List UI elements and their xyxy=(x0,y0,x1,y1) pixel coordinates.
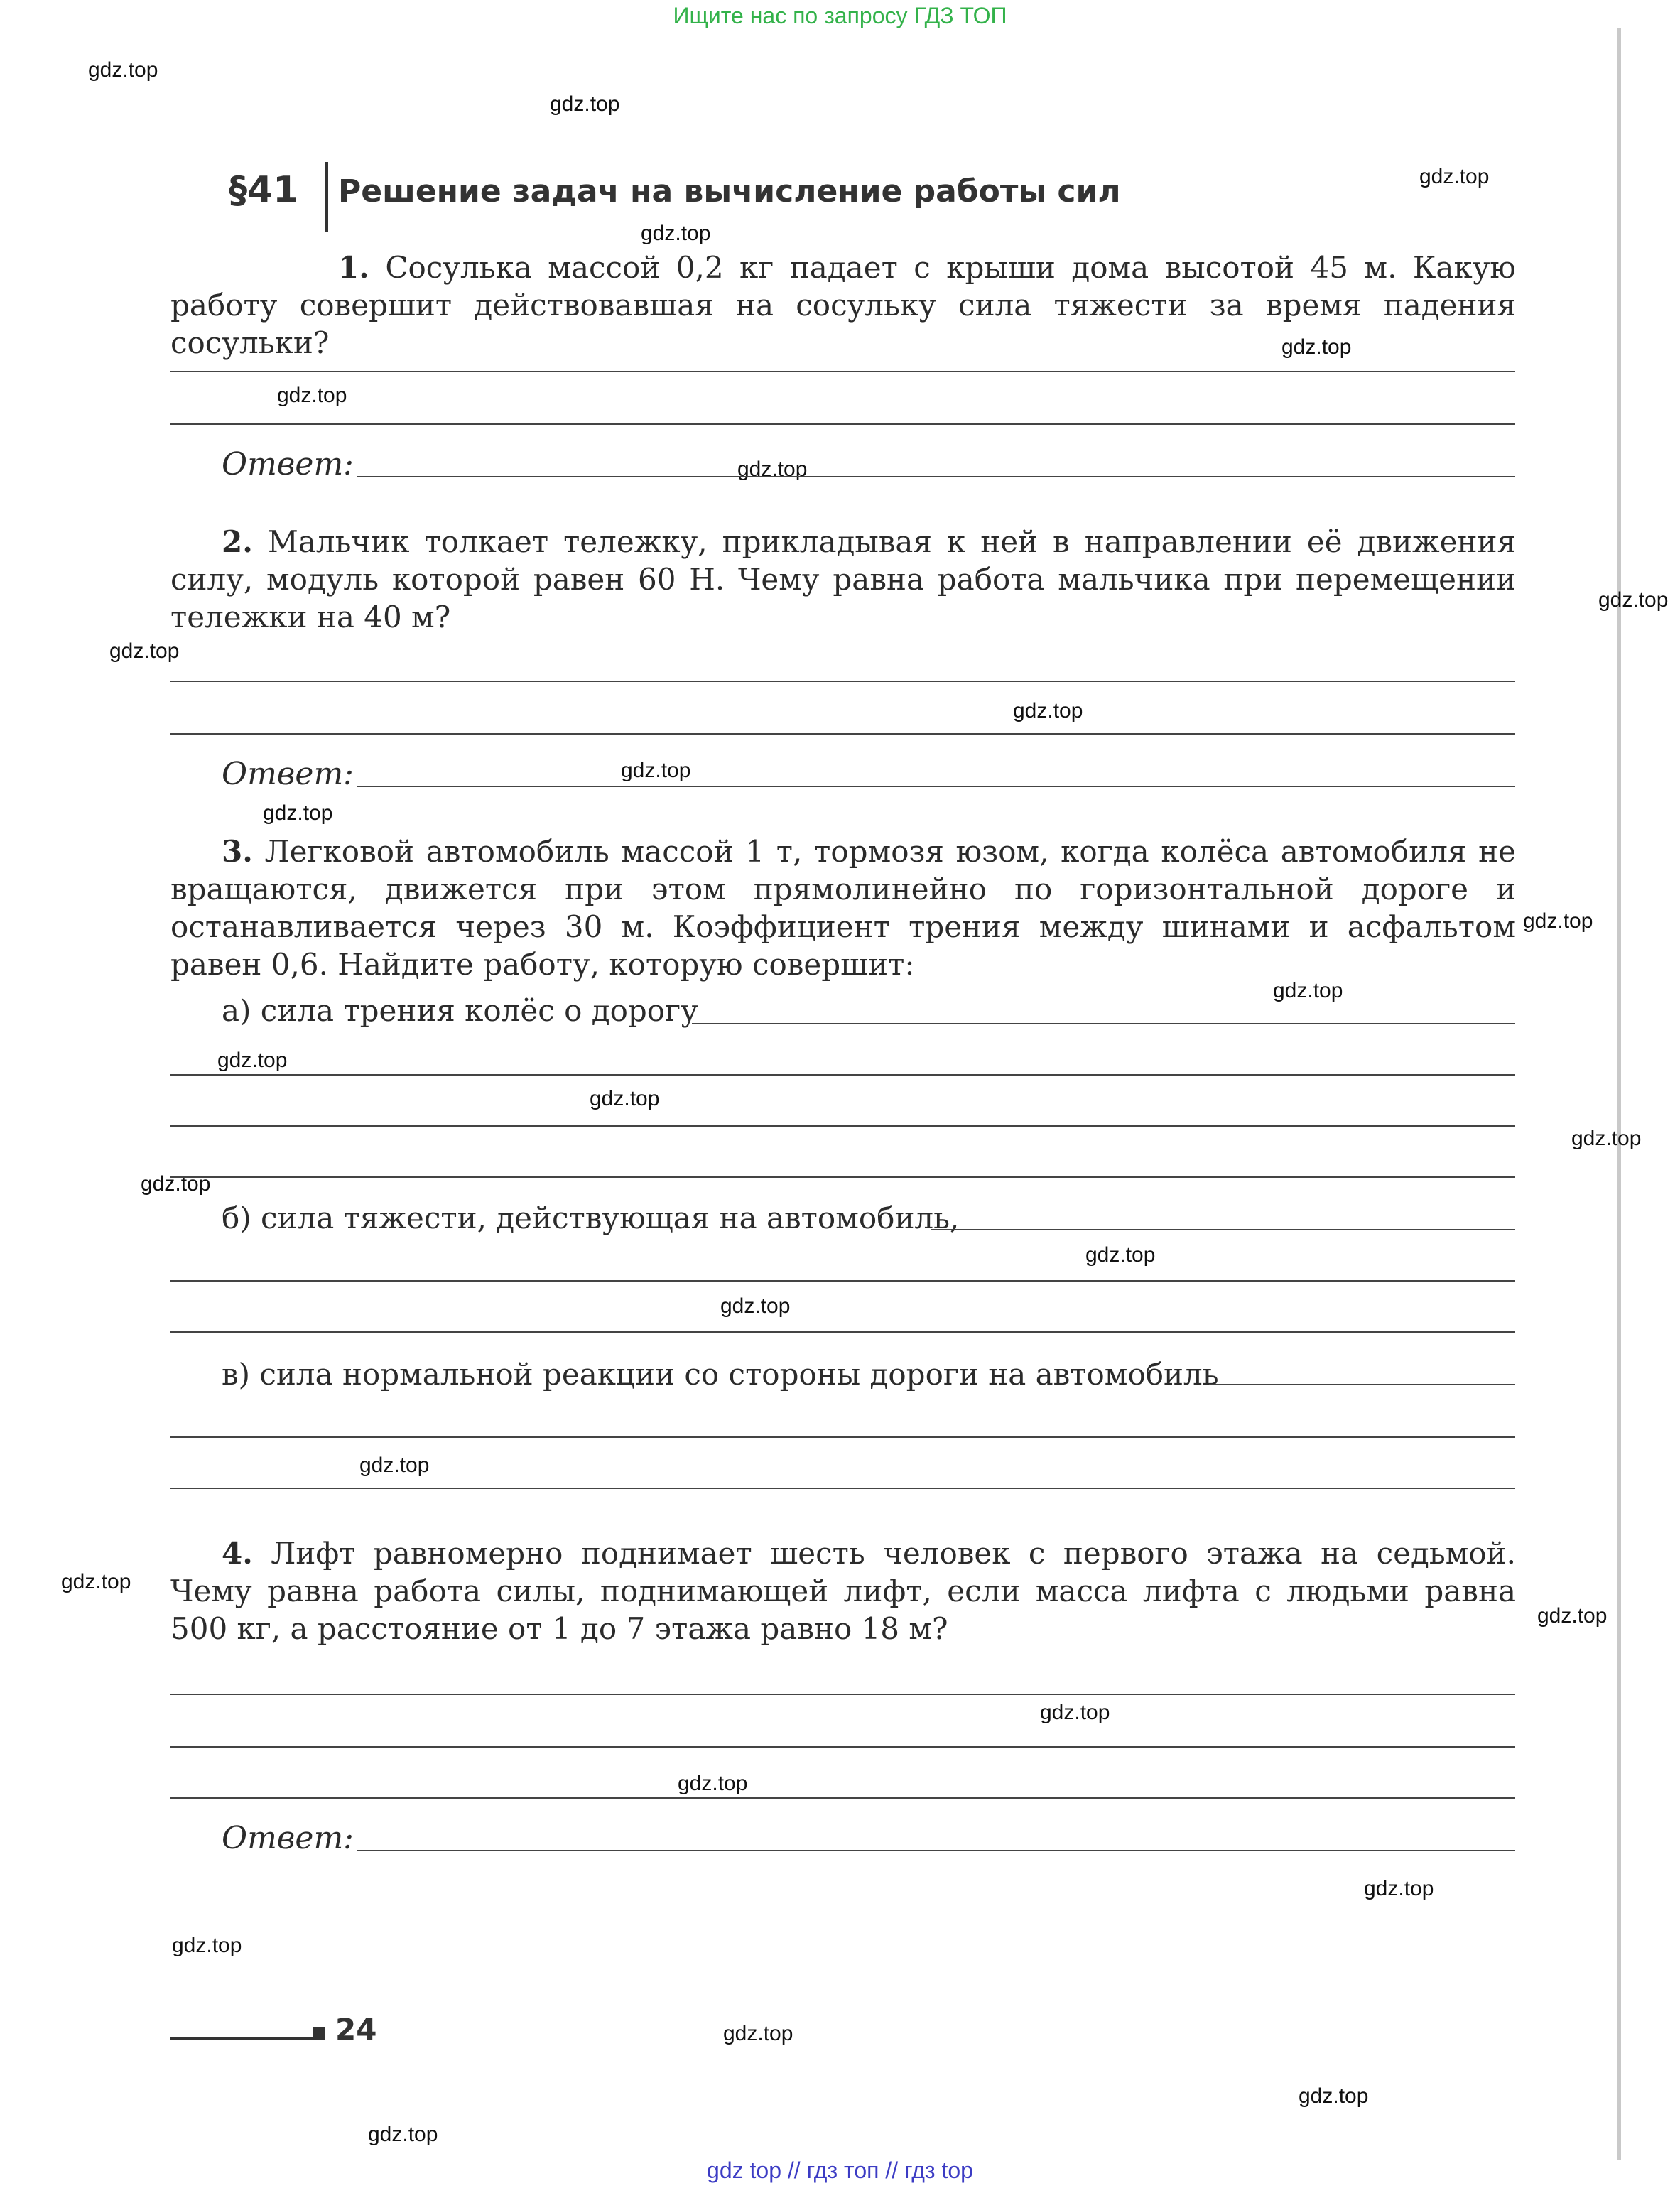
section-title: Решение задач на вычисление работы сил xyxy=(338,173,1121,210)
task-number: 1. xyxy=(338,250,369,285)
answer-input-line[interactable] xyxy=(931,1229,1515,1230)
watermark: gdz.top xyxy=(172,1934,242,1957)
watermark: gdz.top xyxy=(737,457,808,481)
watermark: gdz.top xyxy=(141,1172,211,1196)
answer-line[interactable] xyxy=(170,1797,1515,1799)
task-number: 2. xyxy=(222,524,253,559)
page-edge-shadow xyxy=(1617,28,1621,2160)
watermark: gdz.top xyxy=(263,801,333,825)
watermark: gdz.top xyxy=(678,1772,748,1795)
watermark: gdz.top xyxy=(359,1453,430,1477)
watermark: gdz.top xyxy=(1085,1243,1156,1267)
task-4-text xyxy=(170,1534,1516,1647)
answer-line[interactable] xyxy=(170,423,1515,425)
page-number-marker xyxy=(313,2027,325,2040)
answer-input-line[interactable] xyxy=(357,786,1515,787)
answer-line[interactable] xyxy=(170,733,1515,735)
page-number: 24 xyxy=(335,2012,377,2047)
task-body: Сосулька массой 0,2 кг падает с крыши дома высотой 45 м. Какую работу совершит действовавшая на сосульку сила тяжести за время падения сосульки? xyxy=(170,250,1516,360)
answer-line[interactable] xyxy=(170,1436,1515,1438)
answer-line[interactable] xyxy=(170,1176,1515,1178)
watermark: gdz.top xyxy=(1364,1877,1434,1900)
watermark: gdz.top xyxy=(723,2022,793,2045)
answer-line[interactable] xyxy=(170,1746,1515,1748)
watermark: gdz.top xyxy=(61,1570,131,1593)
answer-label: Ответ: xyxy=(222,446,354,482)
answer-label: Ответ: xyxy=(222,756,354,792)
answer-input-line[interactable] xyxy=(1209,1384,1515,1385)
top-banner[interactable]: Ищите нас по запросу ГДЗ ТОП xyxy=(673,3,1007,28)
answer-line[interactable] xyxy=(170,371,1515,372)
watermark: gdz.top xyxy=(550,92,620,116)
answer-line[interactable] xyxy=(170,1074,1515,1076)
watermark: gdz.top xyxy=(720,1294,791,1318)
watermark: gdz.top xyxy=(1273,979,1343,1002)
answer-line[interactable] xyxy=(170,1331,1515,1333)
answer-input-line[interactable] xyxy=(357,1850,1515,1851)
answer-line[interactable] xyxy=(170,1488,1515,1489)
answer-line[interactable] xyxy=(170,1280,1515,1282)
watermark: gdz.top xyxy=(1523,909,1593,933)
answer-line[interactable] xyxy=(170,1125,1515,1127)
task-3-text xyxy=(170,833,1516,983)
answer-line[interactable] xyxy=(170,1694,1515,1695)
task-3-subitem-a: а) сила трения колёс о дорогу xyxy=(222,993,698,1028)
bottom-banner[interactable]: gdz top // гдз топ // гдз top xyxy=(707,2157,973,2183)
watermark: gdz.top xyxy=(641,222,711,245)
watermark: gdz.top xyxy=(109,639,180,663)
watermark: gdz.top xyxy=(590,1087,660,1110)
task-2-text xyxy=(170,523,1516,636)
task-body: Мальчик толкает тележку, прикладывая к ней в направлении её движения силу, модуль которой равен 60 Н. Чему равна работа мальчика при перемещении тележки на 40 м? xyxy=(170,524,1517,634)
task-number: 3. xyxy=(222,834,253,869)
task-3-subitem-b: б) сила тяжести, действующая на автомобиль, xyxy=(222,1201,960,1235)
page-number-rule xyxy=(170,2037,313,2040)
watermark: gdz.top xyxy=(217,1049,288,1072)
answer-line[interactable] xyxy=(170,681,1515,682)
watermark: gdz.top xyxy=(1571,1127,1642,1150)
watermark: gdz.top xyxy=(1419,165,1490,188)
section-number: §41 xyxy=(229,169,299,212)
task-body: Лифт равномерно поднимает шесть человек с первого этажа на седьмой. Чему равна работа силы, поднимающей лифт, если масса лифта с людьми равна 500 кг, а расстояние от 1 до 7 этажа равно 18 м? xyxy=(170,1536,1517,1646)
watermark: gdz.top xyxy=(1281,335,1352,359)
watermark: gdz.top xyxy=(621,759,691,782)
watermark: gdz.top xyxy=(1537,1604,1608,1628)
watermark: gdz.top xyxy=(1013,699,1083,722)
task-number: 4. xyxy=(222,1536,253,1571)
watermark: gdz.top xyxy=(1040,1701,1110,1724)
watermark: gdz.top xyxy=(1598,588,1669,612)
task-3-subitem-c: в) сила нормальной реакции со стороны дороги на автомобиль xyxy=(222,1357,1219,1392)
watermark: gdz.top xyxy=(277,384,347,407)
watermark: gdz.top xyxy=(88,58,158,82)
task-1-text xyxy=(170,249,1516,362)
answer-input-line[interactable] xyxy=(692,1023,1515,1024)
task-body: Легковой автомобиль массой 1 т, тормозя юзом, когда колёса автомобиля не вращаются, движется при этом прямолинейно по горизонтальной дороге и останавливается через 30 м. Коэффициент трения между шинами и асфальтом равен 0,6. Найдите работу, которую совершит: xyxy=(170,834,1516,982)
answer-input-line[interactable] xyxy=(357,476,1515,477)
watermark: gdz.top xyxy=(368,2123,438,2146)
answer-label: Ответ: xyxy=(222,1820,354,1856)
watermark: gdz.top xyxy=(1299,2084,1369,2108)
